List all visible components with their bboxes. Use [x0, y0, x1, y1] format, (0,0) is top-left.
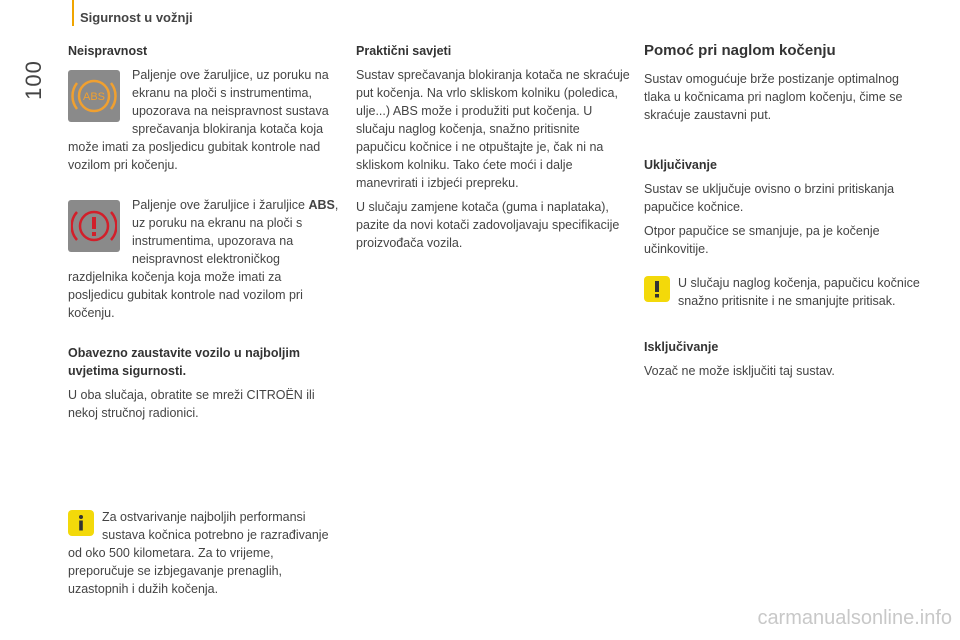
activation-text-1: Sustav se uključuje ovisno o brzini pritiskanja papučice kočnice.	[644, 182, 895, 214]
brake-warning-text: Paljenje ove žaruljice i žaruljice ABS, uz poruku na ekranu na ploči s instrumentima, upozorava na neispravnost elektroničkog razdjelnika kočenja koja može imati za posljedicu gubitak kontrole nad vozilom pri kočenju.	[68, 198, 339, 320]
abs-warning-text: Paljenje ove žaruljice, uz poruku na ekranu na ploči s instrumentima, upozorava na neispravnost sustava sprečavanja blokiranja kotača koja može imati za posljedicu gubitak kontrole nad vozilom pri kočenju.	[68, 68, 329, 172]
activation-heading: Uključivanje	[644, 158, 717, 172]
column-right	[644, 42, 920, 386]
stop-text: U oba slučaja, obratite se mreži CITROËN ili nekoj stručnoj radionici.	[68, 388, 315, 420]
watermark: carmanualsonline.info	[757, 607, 952, 629]
brake-warning-icon	[68, 200, 120, 252]
info-icon	[68, 510, 94, 536]
stop-heading: Obavezno zaustavite vozilo u najboljim uvjetima sigurnosti.	[68, 346, 300, 378]
abs-warning-icon	[68, 70, 120, 122]
tips-heading: Praktični savjeti	[356, 44, 452, 58]
column-middle	[356, 42, 632, 258]
page-number: 100	[21, 60, 46, 100]
deactivation-heading: Isključivanje	[644, 340, 719, 354]
tips-text-1: Sustav sprečavanja blokiranja kotača ne skraćuje put kočenja. Na vrlo skliskom kolniku (poledica, ulje...) ABS može i produžiti put kočenja. U slučaju naglog kočenja, snažno pritisnite papučicu kočnice i ne otpuštajte je, čak ni na skliskom kolniku. Tako ćete moći i dalje manevrirati i izbjeći prepreku.	[356, 68, 630, 190]
fault-heading: Neispravnost	[68, 44, 148, 58]
info-note-text: Za ostvarivanje najboljih performansi sustava kočnica potrebno je razrađivanje od oko 500 kilometara. Za to vrijeme, preporučuje se izbjegavanje prenaglih, uzastopnih i dužih kočenja.	[68, 510, 329, 596]
section-title: Sigurnost u vožnji	[80, 10, 193, 25]
info-note	[68, 508, 340, 598]
warning-note	[644, 274, 920, 316]
section-accent-bar	[72, 0, 74, 26]
abs-warning-block	[68, 66, 340, 180]
assist-heading: Pomoć pri naglom kočenju	[644, 42, 836, 59]
brake-warning-block	[68, 196, 340, 328]
activation-text-2: Otpor papučice se smanjuje, pa je kočenje učinkovitije.	[644, 224, 880, 256]
warning-note-text: U slučaju naglog kočenja, papučicu kočnice snažno pritisnite i ne smanjujte pritisak.	[678, 276, 920, 308]
deactivation-text: Vozač ne može isključiti taj sustav.	[644, 364, 835, 378]
tips-text-2: U slučaju zamjene kotača (guma i naplataka), pazite da novi kotači zadovoljavaju specifikacije proizvođača vozila.	[356, 200, 620, 250]
column-left	[68, 42, 340, 604]
assist-text: Sustav omogućuje brže postizanje optimalnog tlaka u kočnicama pri naglom kočenju, čime se skraćuje zaustavni put.	[644, 72, 903, 122]
exclamation-icon	[644, 276, 670, 302]
svg-text:ABS: ABS	[82, 91, 106, 103]
